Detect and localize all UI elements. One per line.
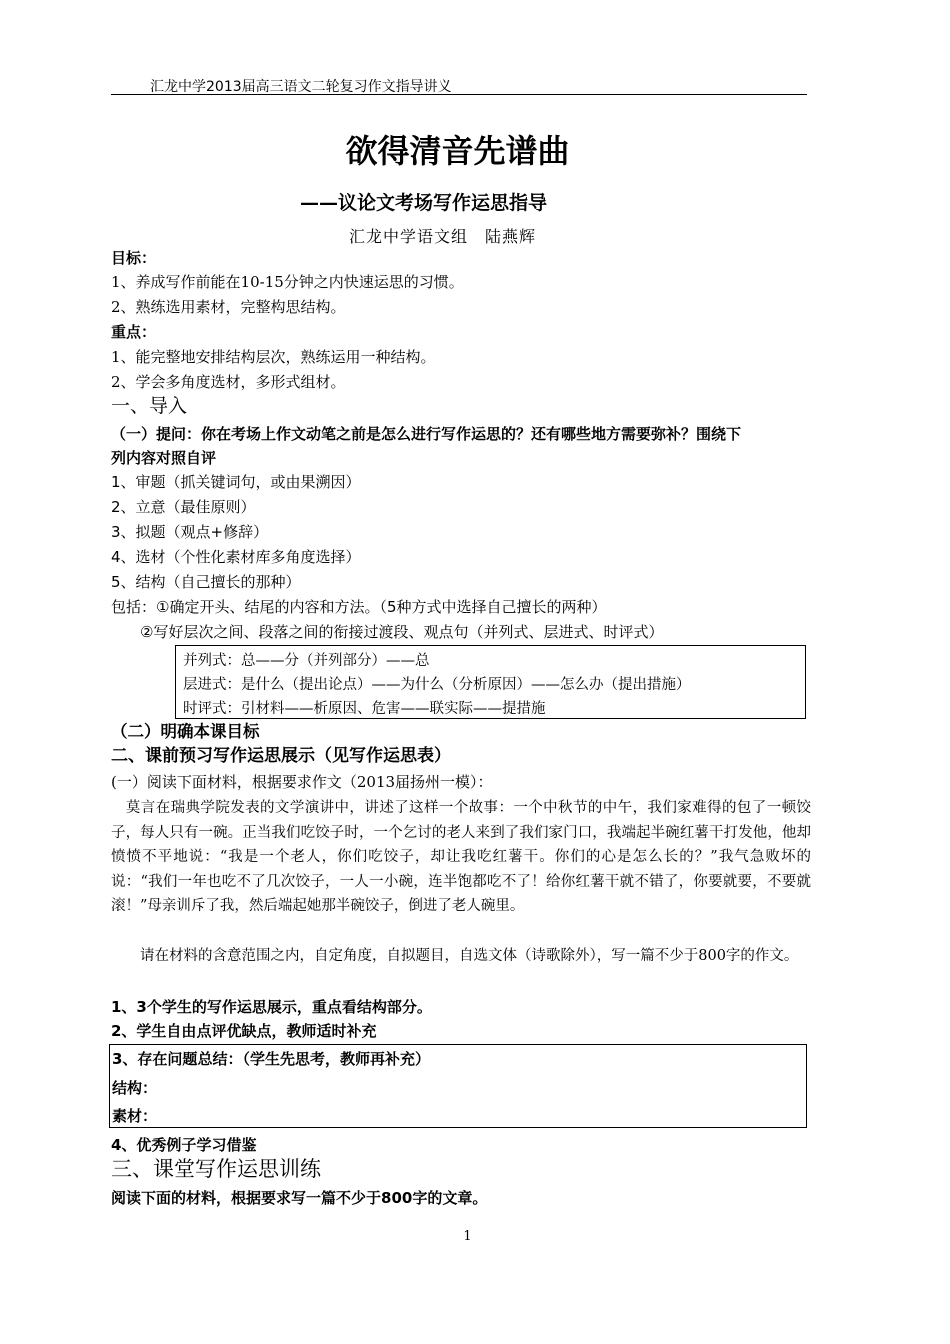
material-label: 素材： [112,1107,158,1125]
problem-summary-box [109,1044,807,1128]
focus-item: 1、能完整地安排结构层次，熟练运用一种结构。 [111,348,436,366]
goal-item: 1、养成写作前能在10-15分钟之内快速运思的习惯。 [111,273,464,291]
structure-type-progressive: 层进式：是什么（提出论点）——为什么（分析原因）——怎么办（提出措施） [183,677,691,693]
question-line: （一）提问：你在考场上作文动笔之前是怎么进行写作运思的？还有哪些地方需要弥补？围绕下 [111,425,742,443]
focus-heading: 重点： [111,323,157,341]
step-item: 2、学生自由点评优缺点，教师适时补充 [111,1022,377,1040]
document-subtitle: ——议论文考场写作运思指导 [300,192,548,214]
material-paragraph: 莫言在瑞典学院发表的文学演讲中，讲述了这样一个故事：一个中秋节的中午，我们家难得的包了一顿饺子，每人只有一碗。正当我们吃饺子时，一个乞讨的老人来到了我们家门口，我端起半碗红薯干打发他，他却愤愤不平地说：“我是一个老人，你们吃饺子，却让我吃红薯干。你们的心是怎么长的？”我气急败坏的说：“我们一年也吃不了几次饺子，一人一小碗，连半饱都吃不了！给你红薯干就不错了，你要就要，不要就滚！”母亲训斥了我，然后端起她那半碗饺子，倒进了老人碗里。 [111,800,811,915]
checklist-item: 2、立意（最佳原则） [111,498,256,516]
section1-heading: 一、导入 [111,395,188,417]
problem-summary-heading: 3、存在问题总结：（学生先思考，教师再补充） [112,1050,430,1068]
structure-type-parallel: 并列式：总——分（并列部分）——总 [183,653,430,669]
checklist-item: 3、拟题（观点+修辞） [111,523,269,541]
section2-heading: 二、课前预习写作运思展示（见写作运思表） [111,746,451,766]
sub-heading-goals: （二）明确本课目标 [111,722,260,741]
step-item: 1、3个学生的写作运思展示，重点看结构部分。 [111,998,432,1016]
step-item: 4、优秀例子学习借鉴 [111,1136,257,1154]
structure-type-commentary: 时评式：引材料——析原因、危害——联实际——提措施 [183,701,546,717]
requirement-paragraph: 请在材料的含意范围之内，自定角度，自拟题目，自选文体（诗歌除外），写一篇不少于800字的作文。 [111,948,799,964]
goals-heading: 目标： [111,249,157,267]
document-title: 欲得清音先谱曲 [345,132,570,170]
material-intro: (一）阅读下面材料，根据要求作文（2013届扬州一模）： [111,773,493,791]
focus-item: 2、学会多角度选材，多形式组材。 [111,373,346,391]
question-line: 列内容对照自评 [111,449,217,467]
checklist-item: 1、审题（抓关键词句，或由果溯因） [111,473,361,491]
author-line: 汇龙中学语文组 陆燕辉 [349,227,537,246]
include-line: 包括：①确定开头、结尾的内容和方法。（5种方式中选择自己擅长的两种） [111,598,607,616]
section3-instruction: 阅读下面的材料，根据要求写一篇不少于800字的文章。 [111,1189,488,1207]
structure-label: 结构： [112,1079,158,1097]
running-header: 汇龙中学2013届高三语文二轮复习作文指导讲义 [150,79,452,95]
checklist-item: 4、选材（个性化素材库多角度选择） [111,548,361,566]
checklist-item: 5、结构（自己擅长的那种） [111,573,301,591]
page-number: 1 [463,1229,472,1244]
structure-types-box [175,645,806,719]
include-line: ②写好层次之间、段落之间的衔接过渡段、观点句（并列式、层进式、时评式） [140,623,664,641]
section3-heading: 三、课堂写作运思训练 [111,1157,321,1181]
goal-item: 2、熟练选用素材，完整构思结构。 [111,298,346,316]
header-rule [111,94,807,95]
